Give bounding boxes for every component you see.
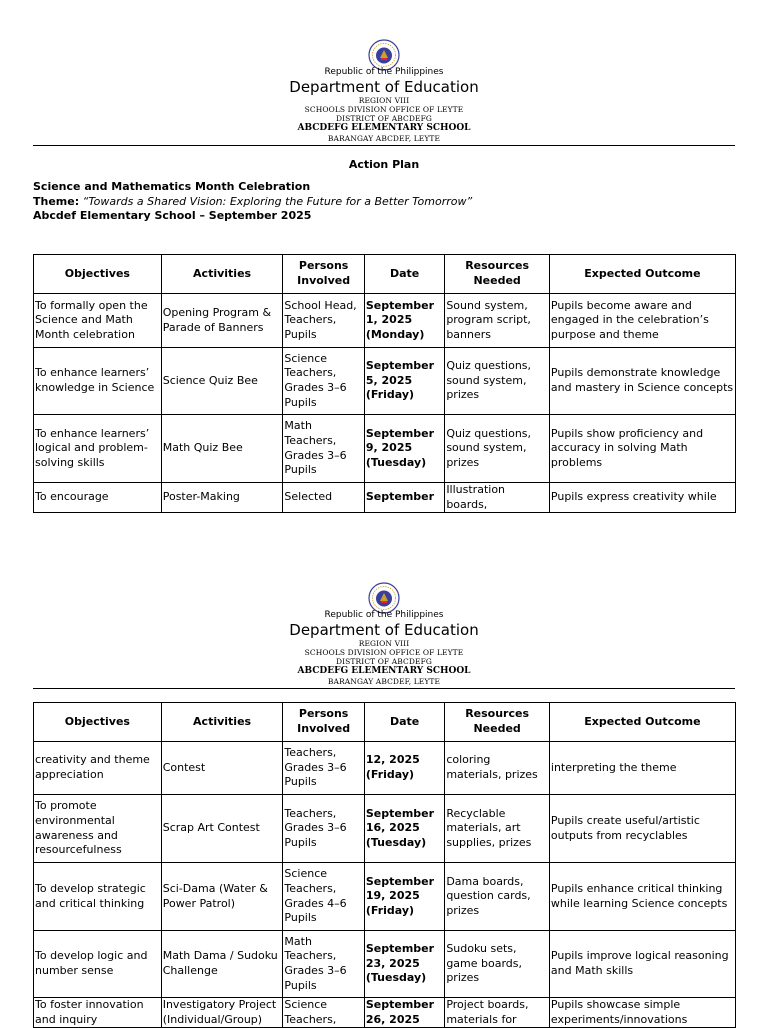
school-name: ABCDEFG ELEMENTARY SCHOOL bbox=[297, 123, 471, 133]
school-date-line: Abcdef Elementary School – September 2025 bbox=[33, 209, 312, 222]
cell: To formally open the Science and Math Month celebration bbox=[34, 294, 162, 348]
cell: Math Quiz Bee bbox=[161, 415, 283, 483]
region-line: REGION VIII bbox=[358, 96, 410, 105]
cell: Sudoku sets, game boards, prizes bbox=[445, 931, 550, 998]
header-divider bbox=[33, 145, 735, 146]
cell: Pupils create useful/artistic outputs from recyclables bbox=[549, 795, 735, 863]
cell: To enhance learners’ logical and problem-solving skills bbox=[34, 415, 162, 483]
cell: Pupils show proficiency and accuracy in solving Math problems bbox=[549, 415, 735, 483]
cell: Illustration boards, bbox=[445, 483, 550, 513]
cell-date: September 23, 2025 (Tuesday) bbox=[364, 931, 444, 998]
col-header: Persons Involved bbox=[283, 703, 364, 742]
division-line: SCHOOLS DIVISION OFFICE OF LEYTE bbox=[304, 648, 464, 657]
cell: Project boards, materials for bbox=[445, 998, 550, 1028]
district-line: DISTRICT OF ABCDEFG bbox=[336, 657, 432, 666]
doc-title: Action Plan bbox=[348, 158, 420, 171]
theme-line bbox=[33, 195, 472, 210]
cell: Pupils enhance critical thinking while learning Science concepts bbox=[549, 863, 735, 931]
cell-date: September 19, 2025 (Friday) bbox=[364, 863, 444, 931]
col-header: Date bbox=[364, 255, 444, 294]
cell: Science Teachers, bbox=[283, 998, 364, 1028]
barangay-line: BARANGAY ABCDEF, LEYTE bbox=[327, 134, 441, 143]
table-row bbox=[34, 863, 736, 931]
theme-label: Theme: bbox=[33, 194, 80, 208]
republic-line: Republic of the Philippines bbox=[324, 610, 444, 620]
cell: To enhance learners’ knowledge in Science bbox=[34, 348, 162, 415]
cell: Recyclable materials, art supplies, prizes bbox=[445, 795, 550, 863]
cell: Science Teachers, Grades 4–6 Pupils bbox=[283, 863, 364, 931]
table-row bbox=[34, 483, 736, 513]
cell-date: September 5, 2025 (Friday) bbox=[364, 348, 444, 415]
col-header: Objectives bbox=[34, 255, 162, 294]
cell: coloring materials, prizes bbox=[445, 742, 550, 795]
cell: Pupils improve logical reasoning and Math skills bbox=[549, 931, 735, 998]
department-name: Department of Education bbox=[289, 78, 479, 96]
cell: Pupils demonstrate knowledge and mastery in Science concepts bbox=[549, 348, 735, 415]
cell: Math Dama / Sudoku Challenge bbox=[161, 931, 283, 998]
cell: Scrap Art Contest bbox=[161, 795, 283, 863]
celebration-line: Science and Mathematics Month Celebration bbox=[33, 180, 311, 193]
col-header: Activities bbox=[161, 255, 283, 294]
cell: Investigatory Project (Individual/Group) bbox=[161, 998, 283, 1028]
table-row bbox=[34, 931, 736, 998]
cell: Pupils express creativity while bbox=[549, 483, 735, 513]
cell: To develop strategic and critical thinking bbox=[34, 863, 162, 931]
action-plan-table-2 bbox=[33, 702, 736, 1028]
cell-date: September 1, 2025 (Monday) bbox=[364, 294, 444, 348]
col-header: Persons Involved bbox=[283, 255, 364, 294]
col-header: Resources Needed bbox=[445, 703, 550, 742]
action-plan-table-1 bbox=[33, 254, 736, 513]
table-row bbox=[34, 742, 736, 795]
cell: Pupils showcase simple experiments/innovations bbox=[549, 998, 735, 1028]
cell: Math Teachers, Grades 3–6 Pupils bbox=[283, 931, 364, 998]
cell: Contest bbox=[161, 742, 283, 795]
cell: creativity and theme appreciation bbox=[34, 742, 162, 795]
cell-date: September bbox=[364, 483, 444, 513]
cell: interpreting the theme bbox=[549, 742, 735, 795]
theme-text: “Towards a Shared Vision: Exploring the Future for a Better Tomorrow” bbox=[82, 194, 473, 208]
republic-line: Republic of the Philippines bbox=[324, 67, 444, 77]
doc-info bbox=[33, 180, 472, 224]
table-row bbox=[34, 294, 736, 348]
col-header: Objectives bbox=[34, 703, 162, 742]
cell-date: September 26, 2025 bbox=[364, 998, 444, 1028]
cell: Poster-Making bbox=[161, 483, 283, 513]
department-name: Department of Education bbox=[289, 621, 479, 639]
cell-date: September 9, 2025 (Tuesday) bbox=[364, 415, 444, 483]
school-name: ABCDEFG ELEMENTARY SCHOOL bbox=[297, 666, 471, 676]
cell: Opening Program & Parade of Banners bbox=[161, 294, 283, 348]
cell: Teachers, Grades 3–6 Pupils bbox=[283, 795, 364, 863]
cell: Teachers, Grades 3–6 Pupils bbox=[283, 742, 364, 795]
cell: Math Teachers, Grades 3–6 Pupils bbox=[283, 415, 364, 483]
cell: Dama boards, question cards, prizes bbox=[445, 863, 550, 931]
cell: Selected bbox=[283, 483, 364, 513]
cell: School Head, Teachers, Pupils bbox=[283, 294, 364, 348]
table-row bbox=[34, 795, 736, 863]
cell: To encourage bbox=[34, 483, 162, 513]
col-header: Date bbox=[364, 703, 444, 742]
cell: Quiz questions, sound system, prizes bbox=[445, 348, 550, 415]
cell: Quiz questions, sound system, prizes bbox=[445, 415, 550, 483]
district-line: DISTRICT OF ABCDEFG bbox=[336, 114, 432, 123]
cell: To develop logic and number sense bbox=[34, 931, 162, 998]
table-row bbox=[34, 415, 736, 483]
table-row bbox=[34, 998, 736, 1028]
col-header: Resources Needed bbox=[445, 255, 550, 294]
col-header: Expected Outcome bbox=[549, 703, 735, 742]
region-line: REGION VIII bbox=[358, 639, 410, 648]
barangay-line: BARANGAY ABCDEF, LEYTE bbox=[327, 677, 441, 686]
cell-date: 12, 2025 (Friday) bbox=[364, 742, 444, 795]
cell: Sound system, program script, banners bbox=[445, 294, 550, 348]
header-divider bbox=[33, 688, 735, 689]
division-line: SCHOOLS DIVISION OFFICE OF LEYTE bbox=[304, 105, 464, 114]
cell: Science Quiz Bee bbox=[161, 348, 283, 415]
cell-date: September 16, 2025 (Tuesday) bbox=[364, 795, 444, 863]
col-header: Expected Outcome bbox=[549, 255, 735, 294]
cell: Pupils become aware and engaged in the celebration’s purpose and theme bbox=[549, 294, 735, 348]
cell: Science Teachers, Grades 3–6 Pupils bbox=[283, 348, 364, 415]
cell: Sci-Dama (Water & Power Patrol) bbox=[161, 863, 283, 931]
table-header-row bbox=[34, 703, 736, 742]
table-row bbox=[34, 348, 736, 415]
cell: To foster innovation and inquiry bbox=[34, 998, 162, 1028]
table-header-row bbox=[34, 255, 736, 294]
cell: To promote environmental awareness and resourcefulness bbox=[34, 795, 162, 863]
col-header: Activities bbox=[161, 703, 283, 742]
